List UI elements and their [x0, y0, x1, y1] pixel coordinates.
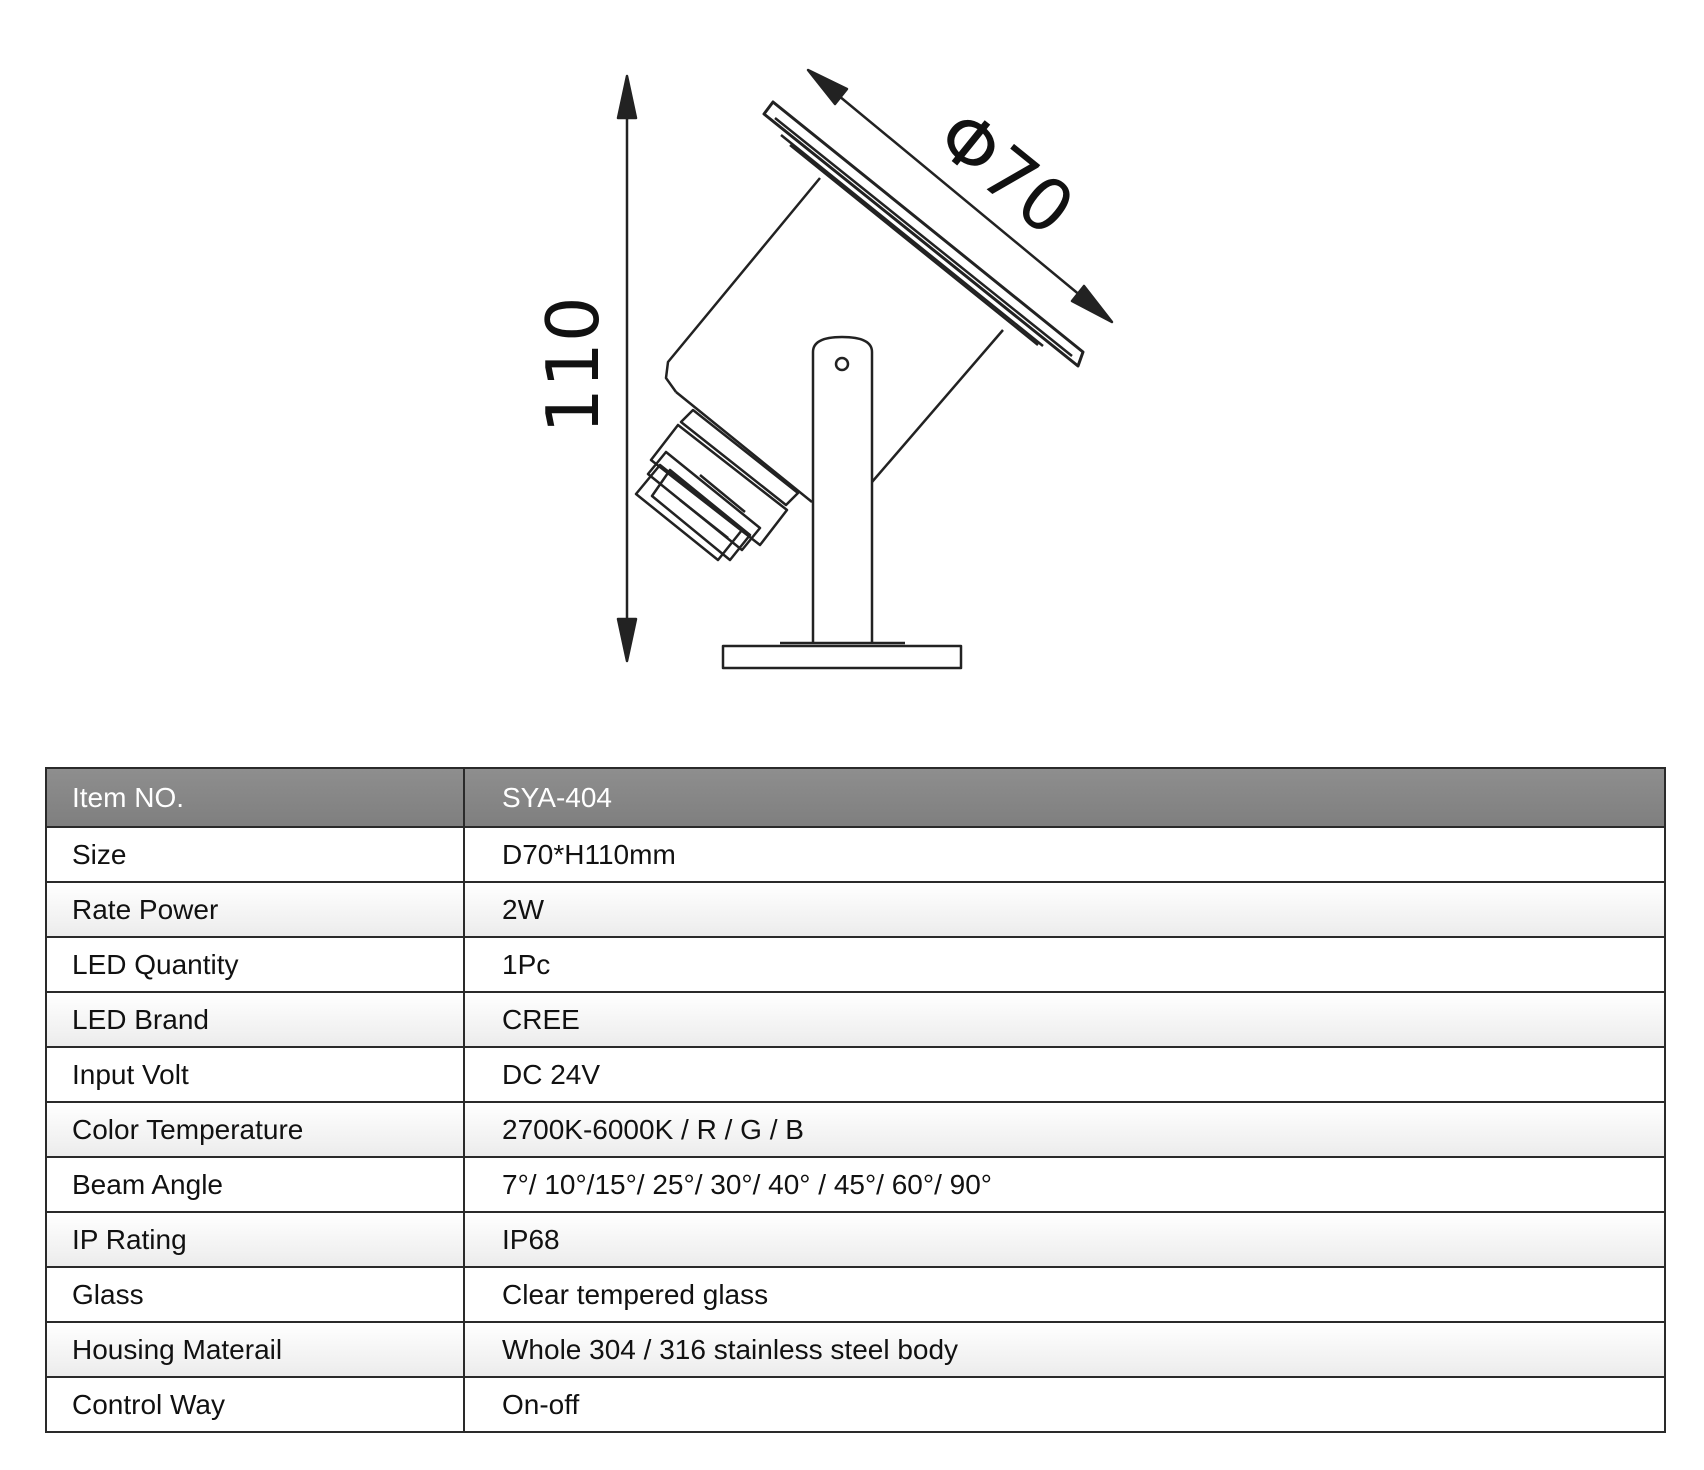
row-value: 2700K-6000K / R / G / B [464, 1102, 1665, 1157]
table-row [46, 827, 1665, 882]
cable-gland [636, 410, 798, 560]
header-label: Item NO. [46, 768, 464, 827]
row-label: Rate Power [46, 882, 464, 937]
arrow-up-icon [618, 76, 636, 118]
row-value: Whole 304 / 316 stainless steel body [464, 1322, 1665, 1377]
table-row [46, 937, 1665, 992]
row-label: Housing Materail [46, 1322, 464, 1377]
table-row [46, 1157, 1665, 1212]
table-row [46, 1377, 1665, 1432]
row-label: Control Way [46, 1377, 464, 1432]
table-row [46, 1102, 1665, 1157]
table-row [46, 882, 1665, 937]
row-value: DC 24V [464, 1047, 1665, 1102]
row-value: On-off [464, 1377, 1665, 1432]
height-label: 110 [531, 296, 615, 434]
table-row [46, 1322, 1665, 1377]
table-header-row [46, 768, 1665, 827]
row-label: Color Temperature [46, 1102, 464, 1157]
table-row [46, 1267, 1665, 1322]
row-value: 1Pc [464, 937, 1665, 992]
row-label: LED Quantity [46, 937, 464, 992]
technical-drawing [0, 0, 1704, 720]
row-label: Input Volt [46, 1047, 464, 1102]
table-row [46, 1212, 1665, 1267]
row-label: IP Rating [46, 1212, 464, 1267]
arrow-lower-right-icon [1072, 286, 1112, 322]
diameter-label: Φ70 [921, 93, 1090, 252]
pivot-screw-icon [836, 358, 848, 370]
header-value: SYA-404 [464, 768, 1665, 827]
base-plate [723, 643, 961, 668]
row-value: IP68 [464, 1212, 1665, 1267]
row-value: D70*H110mm [464, 827, 1665, 882]
spec-table [45, 767, 1666, 1433]
arrow-down-icon [618, 619, 636, 661]
row-label: Glass [46, 1267, 464, 1322]
row-value: 7°/ 10°/15°/ 25°/ 30°/ 40° / 45°/ 60°/ 90° [464, 1157, 1665, 1212]
bracket-post [813, 337, 872, 643]
lamp-body [666, 178, 1003, 502]
table-row [46, 992, 1665, 1047]
row-value: 2W [464, 882, 1665, 937]
table-row [46, 1047, 1665, 1102]
row-value: Clear tempered glass [464, 1267, 1665, 1322]
row-label: Beam Angle [46, 1157, 464, 1212]
row-value: CREE [464, 992, 1665, 1047]
row-label: LED Brand [46, 992, 464, 1047]
row-label: Size [46, 827, 464, 882]
